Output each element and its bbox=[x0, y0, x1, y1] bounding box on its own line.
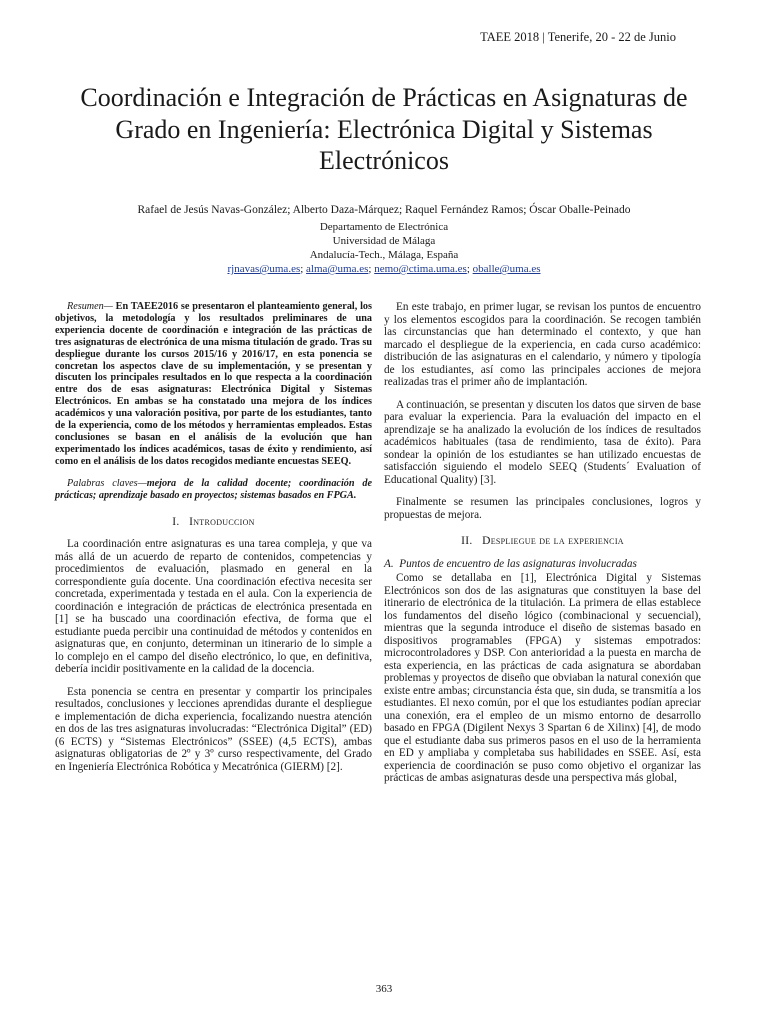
subsection-label: A. bbox=[384, 557, 394, 570]
keywords-lead: Palabras claves— bbox=[67, 477, 147, 489]
body-paragraph: En este trabajo, en primer lugar, se revisan los puntos de encuentro y los elementos escogidos para la coordinación. Se recogen también las circunstancias que han determinado el contexto, y que han marcado el despliegue de la experiencia, en cada curso académico: distribución de las asignaturas en el calendario, y número y tipología de los estudiantes, así como las principales acciones de mejora realizadas tras el primer año de implantación. bbox=[384, 301, 701, 388]
email-link[interactable]: alma@uma.es bbox=[306, 263, 369, 275]
paragraph-gap bbox=[55, 676, 372, 686]
section-number: II. bbox=[461, 535, 473, 547]
abstract-body: En TAEE2016 se presentaron el planteamiento general, los objetivos, la metodología y los resultados preliminares de una experiencia docente de coordinación e integración de las prácticas de tres asignaturas de electrónica de una misma titulación de grado. Tras su despliegue durante los cursos 2015/16 y 2016/17, en esta ponencia se concretan los aspectos clave de su implementación, y se presentan y discuten los principales resultados en lo que respecta a la coordinación entre dos de esas asignaturas: Electrónica Digital y Sistemas Electrónicos. En ambas se ha constatado una mejora de los índices académicos y una valoración positiva, por parte de los estudiantes, tanto de la experiencia, como de los métodos y herramientas empleados. Estas conclusiones se basan en el análisis de la evolución que han experimentado los índices académicos, tasas de éxito y rendimiento, así como en el análisis de los datos recogidos mediante encuestas SEEQ. bbox=[55, 301, 372, 467]
email-separator: ; bbox=[368, 263, 372, 275]
body-paragraph: Finalmente se resumen las principales conclusiones, logros y propuestas de mejora. bbox=[384, 496, 701, 521]
abstract-lead: Resumen— bbox=[67, 301, 113, 312]
affiliation-university: Universidad de Málaga bbox=[332, 235, 436, 247]
intro-paragraph: Esta ponencia se centra en presentar y compartir los principales resultados, conclusiones y lecciones aprendidas durante el despliegue e implementación de dicha experiencia, focalizando nuestra atención en dos de las tres asignaturas involucradas: “Electrónica Digital” (ED) (6 ECTS) y “Sistemas Electrónicos” (SSEE) (4,5 ECTS), ambas asignaturas obligatorias de 2º y 3º curso respectivamente, del Grado en Ingeniería Electrónica Robótica y Mecatrónica (GIERM) [2]. bbox=[55, 685, 372, 773]
paper-title: Coordinación e Integración de Prácticas en Asignaturas de Grado en Ingeniería: Electrónica Digital y Sistemas Electrónicos bbox=[80, 83, 688, 175]
page-number: 363 bbox=[375, 983, 393, 995]
header-divider: | bbox=[542, 30, 545, 44]
keywords-body: mejora de la calidad docente; coordinación de prácticas; aprendizaje basado en proyectos; sistemas basados en FPGA. bbox=[55, 477, 372, 501]
email-separator: ; bbox=[466, 263, 470, 275]
paragraph-gap bbox=[384, 486, 701, 496]
email-link[interactable]: nemo@ctima.uma.es bbox=[374, 263, 467, 275]
section-title: Despliegue de la experiencia bbox=[482, 535, 624, 547]
author-emails bbox=[184, 263, 584, 275]
keywords bbox=[55, 478, 372, 502]
affiliation-department: Departamento de Electrónica bbox=[319, 221, 449, 233]
left-column bbox=[55, 301, 372, 773]
body-paragraph: A continuación, se presentan y discuten los datos que sirven de base para evaluar la experiencia. Para la evaluación del impacto en el aprendizaje se ha analizado la evolución de los índices de resultados académicos habituales (tasa de rendimiento, tasa de éxito). Para sondear la opinión de los estudiantes se han utilizado encuestas de satisfacción siguiendo el modelo SEEQ (Students´ Evaluation of Educational Quality) [3]. bbox=[384, 398, 701, 486]
email-link[interactable]: rjnavas@uma.es bbox=[227, 263, 301, 275]
subsection-heading bbox=[384, 558, 701, 571]
affiliation-address: Andalucía-Tech., Málaga, España bbox=[309, 249, 459, 261]
email-link[interactable]: oballe@uma.es bbox=[472, 263, 541, 275]
right-column bbox=[384, 301, 701, 785]
conference-venue: Tenerife, 20 - 22 de Junio bbox=[547, 30, 676, 44]
conference-name: TAEE 2018 bbox=[480, 30, 540, 44]
section-title: Introduccion bbox=[189, 515, 255, 528]
author-list: Rafael de Jesús Navas-González; Alberto Daza-Márquez; Raquel Fernández Ramos; Óscar Oballe-Peinado bbox=[137, 204, 631, 216]
section-number: I. bbox=[172, 515, 180, 528]
intro-paragraph: La coordinación entre asignaturas es una tarea compleja, y que va más allá de un acuerdo de reparto de contenidos, competencias y procedimientos de evaluación, plasmado en general en la correspondiente guía docente. Una coordinación efectiva necesita ser concretada, experimentada y testada en el aula. Con la experiencia de coordinación e integración de prácticas de electrónica presentada en [1] se ha buscado una coordinación efectiva, de forma que el estudiante pueda percibir una continuidad de métodos y contenidos en asignaturas que, en conjunto, determinan un itinerario de lo simple a lo complejo en el campo del diseño electrónico, lo que, en definitiva, debería incidir positivamente en la calidad de la docencia. bbox=[55, 538, 372, 675]
section-heading-introduction bbox=[55, 516, 372, 529]
body-paragraph: Como se detallaba en [1], Electrónica Digital y Sistemas Electrónicos son dos de las asignaturas que constituyen la base del itinerario de electrónica de la titulación. La primera de ellas establece los fundamentos del diseño lógico (combinacional y secuencial), mientras que la segunda introduce el diseño de sistemas basado en dispositivos programables (FPGA) y sistemas empotrados: microcontroladores y DSP. Con anterioridad a la puesta en marcha de esta experiencia, en las prácticas de cada asignatura se abordaban problemas y proyectos de diseño que obviaban la natural conexión que existe entre ambas; circunstancia ésta que, sin duda, se transmitía a los estudiantes. El nexo común, por el que los estudiantes podían apreciar una conexión, era el empleo de un mismo entorno de desarrollo basado en FPGA (Digilent Nexys 3 Spartan 6 de Xilinx) [4], de modo que el estudiante daba sus primeros pasos en el uso de la herramienta en ED y ampliaba y completaba sus habilidades en SSEE. Así, esta experiencia de coordinación se puso como objetivo el organizar las prácticas de ambas asignaturas desde una perspectiva más global, bbox=[384, 572, 701, 784]
section-heading-deployment bbox=[384, 535, 701, 548]
abstract bbox=[55, 301, 372, 468]
subsection-title: Puntos de encuentro de las asignaturas involucradas bbox=[399, 557, 637, 570]
paragraph-gap bbox=[384, 389, 701, 399]
running-header bbox=[480, 30, 676, 45]
email-separator: ; bbox=[300, 263, 304, 275]
